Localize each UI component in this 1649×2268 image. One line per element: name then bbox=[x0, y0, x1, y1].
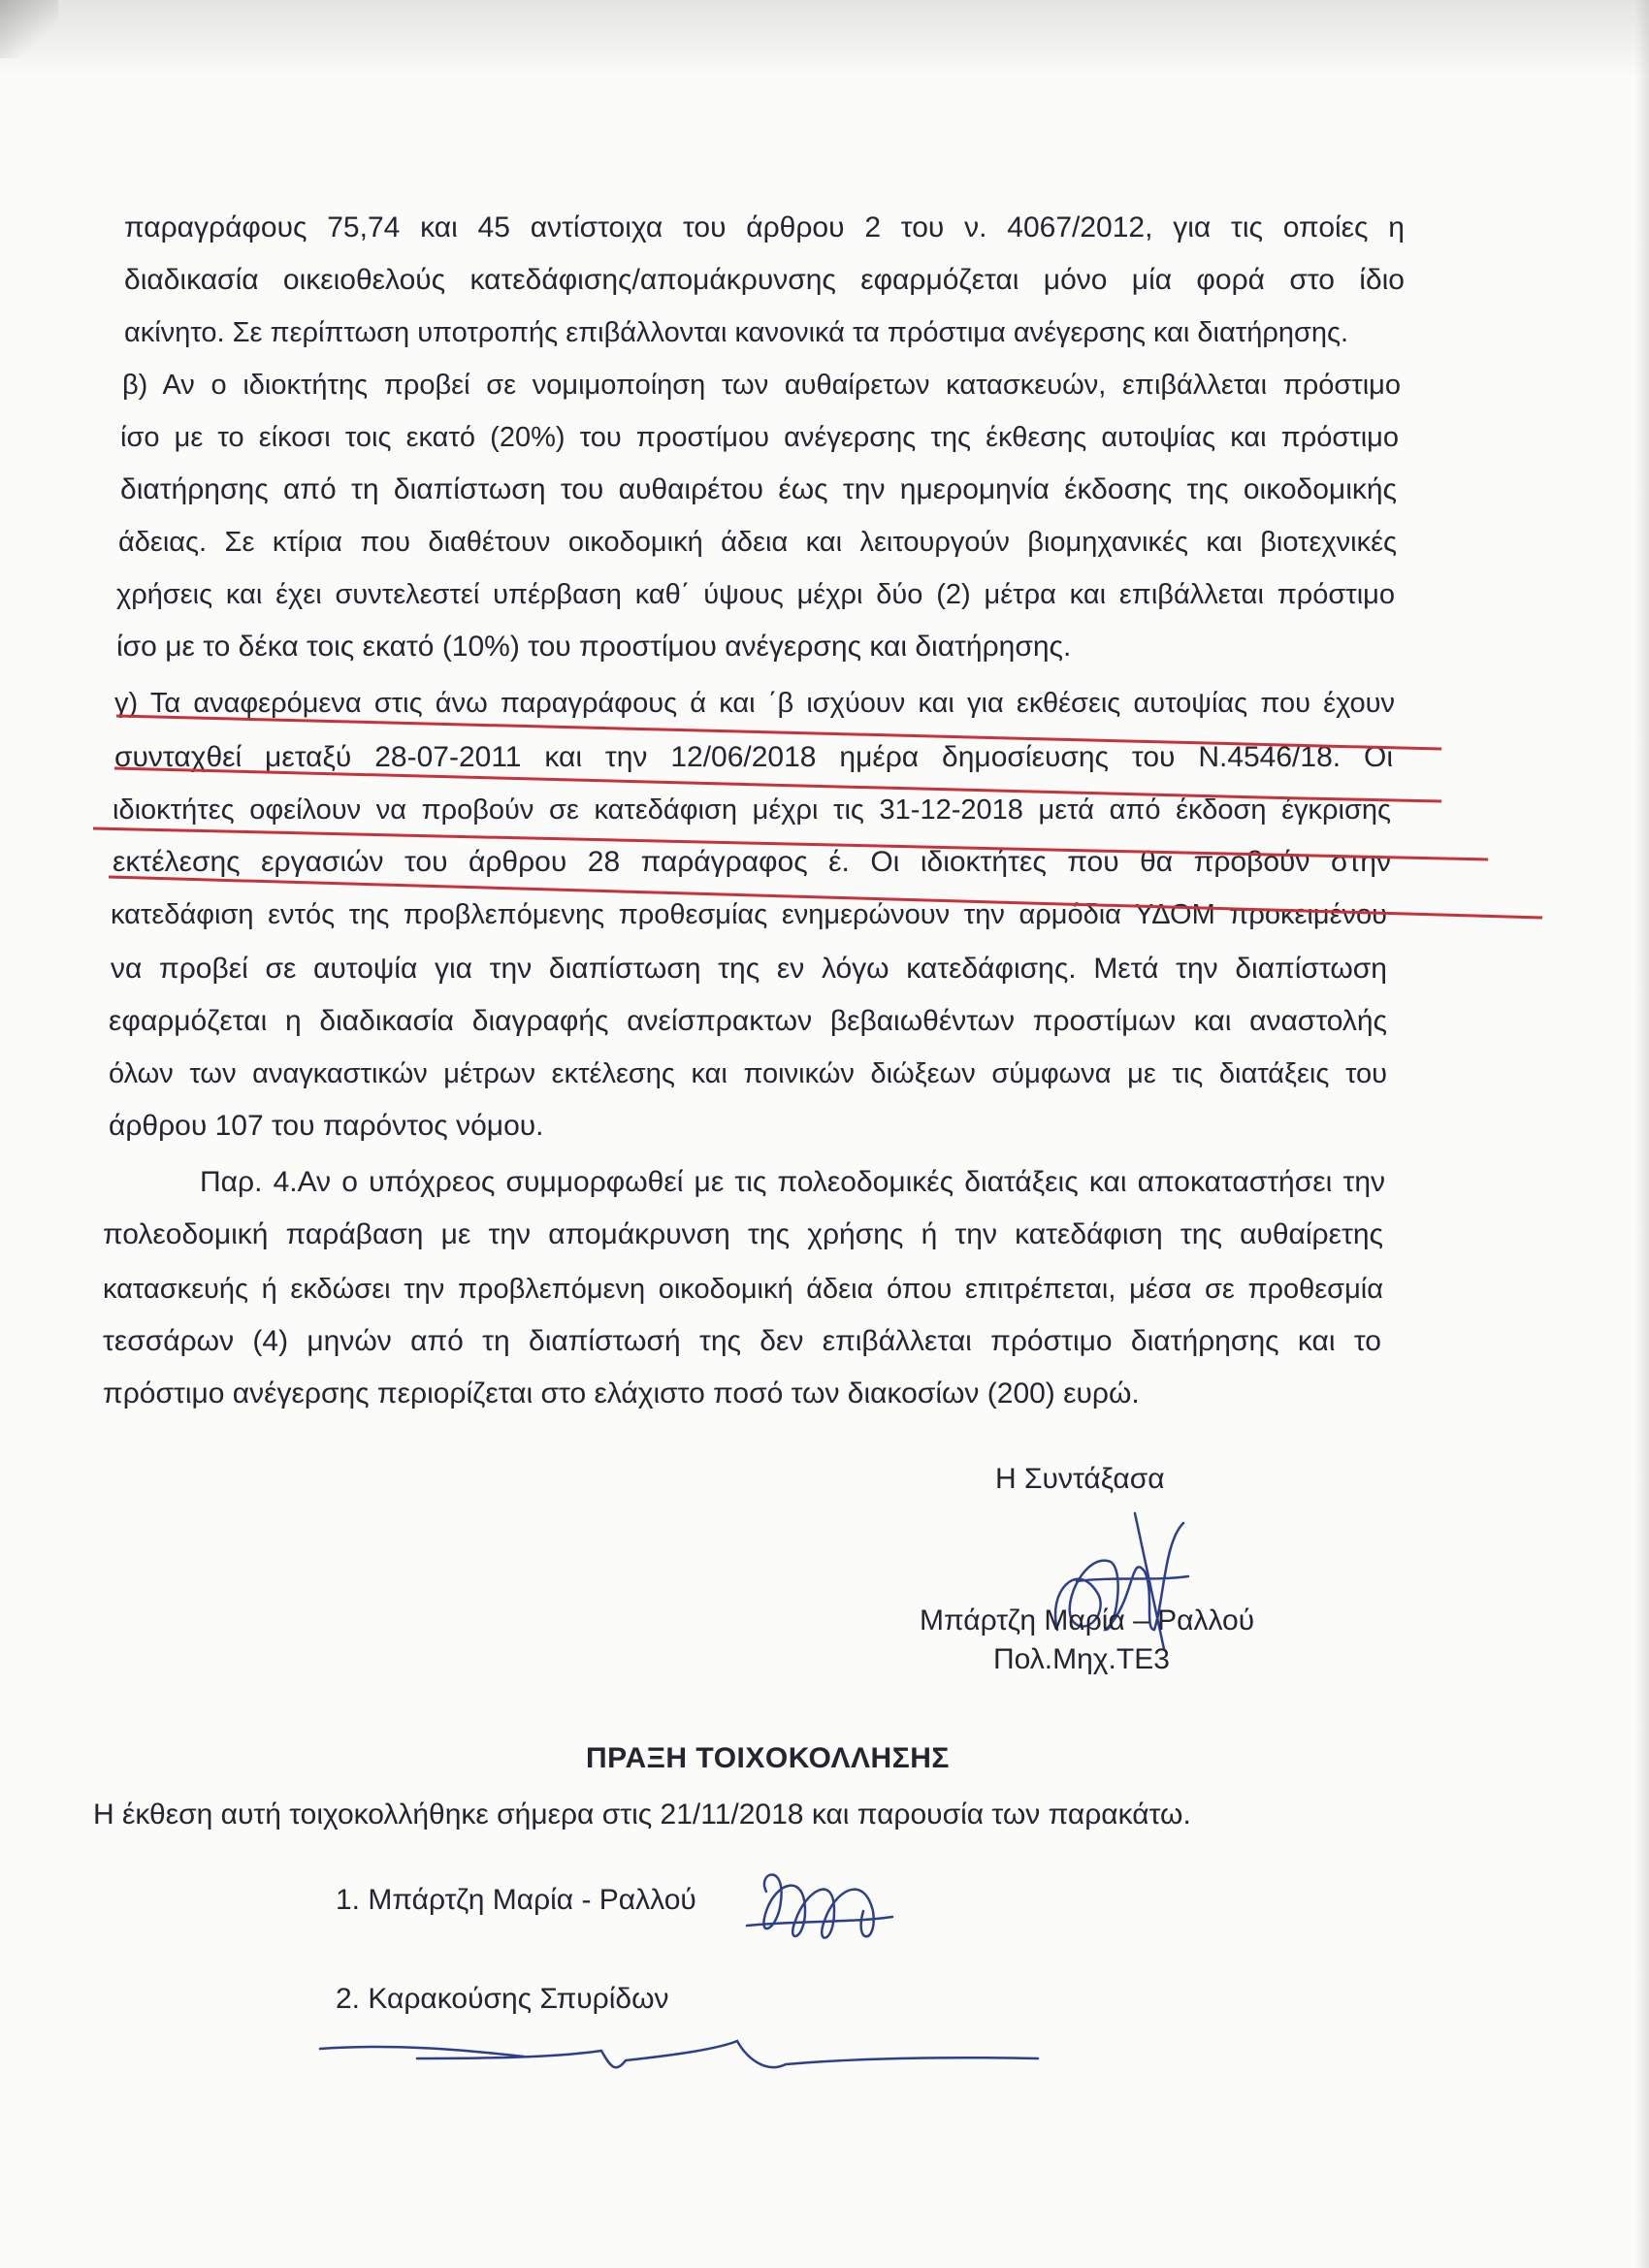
signatory-role: Η Συντάξασα bbox=[995, 1463, 1165, 1495]
body-line: κατεδάφιση εντός της προβλεπόμενης προθεσμίας ενημερώνουν την αρμόδια ΥΔΟΜ προκειμένου bbox=[111, 899, 1387, 930]
body-line: Παρ. 4.Αν ο υπόχρεος συμμορφωθεί με τις πολεοδομικές διατάξεις και αποκαταστήσει την bbox=[200, 1166, 1385, 1198]
posting-heading: ΠΡΑΞΗ ΤΟΙΧΟΚΟΛΛΗΣΗΣ bbox=[586, 1742, 950, 1774]
witness-2-signature bbox=[310, 2029, 1048, 2097]
signatory-name: Μπάρτζη Μαρία – Ραλλού bbox=[920, 1604, 1255, 1636]
body-line: άδειας. Σε κτίρια που διαθέτουν οικοδομική άδεια και λειτουργούν βιομηχανικές και βιοτεχνικές bbox=[118, 527, 1397, 558]
body-line-highlighted: εκτέλεσης εργασιών του άρθρου 28 παράγραφος έ. Οι ιδιοκτήτες που θα προβούν στην bbox=[113, 846, 1391, 878]
body-line-highlighted: ιδιοκτήτες οφείλουν να προβούν σε κατεδάφιση μέχρι τις 31-12-2018 μετά από έκδοση έγκρισης bbox=[113, 794, 1391, 826]
body-line: όλων των αναγκαστικών μέτρων εκτέλεσης και ποινικών διώξεων σύμφωνα με τις διατάξεις του bbox=[109, 1058, 1387, 1089]
body-line: κατασκευής ή εκδώσει την προβλεπόμενη οικοδομική άδεια όπου επιτρέπεται, μέσα σε προθεσμία bbox=[103, 1274, 1383, 1305]
body-line: χρήσεις και έχει συντελεστεί υπέρβαση καθ΄ ύψους μέχρι δύο (2) μέτρα και επιβάλλεται πρόστιμο bbox=[116, 579, 1395, 610]
witness-1: 1. Μπάρτζη Μαρία - Ραλλού bbox=[336, 1884, 696, 1916]
body-line: παραγράφους 75,74 και 45 αντίστοιχα του άρθρου 2 του ν. 4067/2012, για τις οποίες η bbox=[124, 211, 1405, 243]
body-line-highlighted: γ) Τα αναφερόμενα στις άνω παραγράφους ά και ΄β ισχύουν και για εκθέσεις αυτοψίας που έχουν bbox=[114, 688, 1395, 719]
body-line: ίσο με το είκοσι τοις εκατό (20%) του προστίμου ανέγερσης της έκθεσης αυτοψίας και πρόστιμο bbox=[120, 422, 1399, 453]
body-line: β) Αν ο ιδιοκτήτης προβεί σε νομιμοποίηση των αυθαίρετων κατασκευών, επιβάλλεται πρόστιμο bbox=[122, 370, 1401, 401]
body-line: πρόστιμο ανέγερσης περιορίζεται στο ελάχιστο ποσό των διακοσίων (200) ευρώ. bbox=[103, 1377, 1140, 1409]
body-line: διαδικασία οικειοθελούς κατεδάφισης/απομάκρυνσης εφαρμόζεται μόνο μία φορά στο ίδιο bbox=[124, 264, 1405, 296]
body-line: άρθρου 107 του παρόντος νόμου. bbox=[109, 1110, 544, 1142]
body-line: ακίνητο. Σε περίπτωση υποτροπής επιβάλλονται κανονικά τα πρόστιμα ανέγερσης και διατήρησης. bbox=[124, 317, 1349, 348]
witness-1-signature bbox=[737, 1853, 912, 1960]
signatory-title: Πολ.Μηχ.ΤΕ3 bbox=[993, 1643, 1170, 1675]
body-line: τεσσάρων (4) μηνών από τη διαπίστωσή της δεν επιβάλλεται πρόστιμο διατήρησης και το bbox=[103, 1325, 1381, 1357]
body-line-highlighted: συνταχθεί μεταξύ 28-07-2011 και την 12/06/2018 ημέρα δημοσίευσης του Ν.4546/18. Οι bbox=[114, 741, 1393, 773]
body-line: πολεοδομική παράβαση με την απομάκρυνση της χρήσης ή την κατεδάφιση της αυθαίρετης bbox=[103, 1218, 1383, 1250]
body-line: εφαρμόζεται η διαδικασία διαγραφής ανείσπρακτων βεβαιωθέντων προστίμων και αναστολής bbox=[109, 1005, 1387, 1037]
witness-2: 2. Καρακούσης Σπυρίδων bbox=[336, 1983, 669, 2015]
posting-statement: Η έκθεση αυτή τοιχοκολλήθηκε σήμερα στις 21/11/2018 και παρουσία των παρακάτω. bbox=[93, 1798, 1191, 1831]
body-line: ίσο με το δέκα τοις εκατό (10%) του προστίμου ανέγερσης και διατήρησης. bbox=[116, 631, 1072, 663]
body-line: διατήρησης από τη διαπίστωση του αυθαιρέτου έως την ημερομηνία έκδοσης της οικοδομικής bbox=[120, 473, 1397, 505]
body-line: να προβεί σε αυτοψία για την διαπίστωση της εν λόγω κατεδάφισης. Μετά την διαπίστωση bbox=[111, 953, 1387, 985]
